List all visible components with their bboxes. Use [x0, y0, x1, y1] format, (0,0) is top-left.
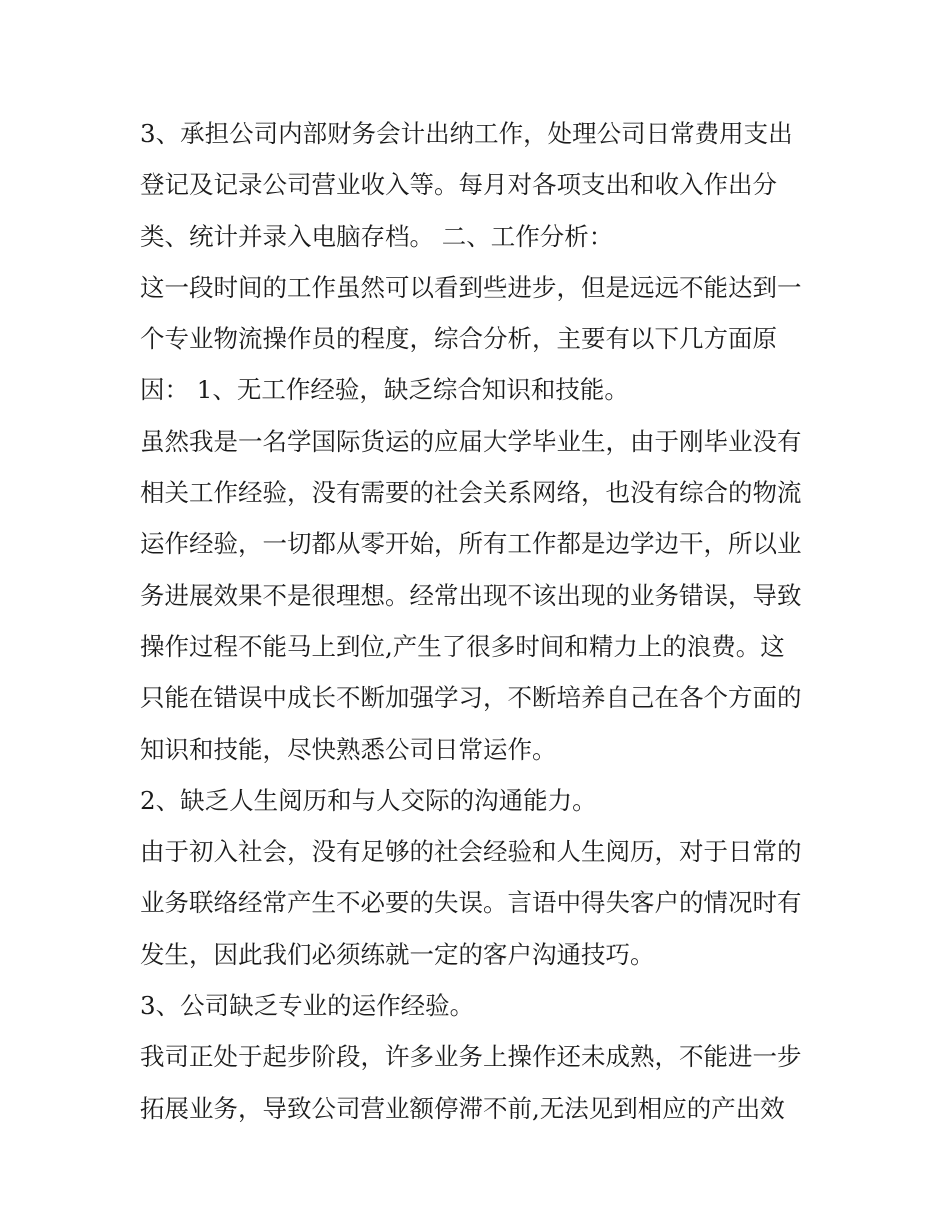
text-line: 这一段时间的工作虽然可以看到些进步，但是远远不能达到一	[140, 272, 802, 302]
text-line: 相关工作经验，没有需要的社会关系网络，也没有综合的物流	[140, 478, 802, 508]
text-line: 我司正处于起步阶段，许多业务上操作还未成熟，不能进一步	[140, 1042, 802, 1072]
text-line: 业务联络经常产生不必要的失误。言语中得失客户的情况时有	[140, 888, 802, 918]
text-line: 只能在错误中成长不断加强学习，不断培养自己在各个方面的	[140, 683, 802, 713]
text-line: 由于初入社会，没有足够的社会经验和人生阅历，对于日常的	[140, 837, 802, 867]
text-line: 3、承担公司内部财务会计出纳工作，处理公司日常费用支出	[140, 119, 793, 148]
text-line: 运作经验，一切都从零开始，所有工作都是边学边干，所以业	[140, 529, 802, 559]
text-line: 虽然我是一名学国际货运的应届大学毕业生，由于刚毕业没有	[140, 426, 802, 456]
text-line: 个专业物流操作员的程度，综合分析，主要有以下几方面原	[140, 324, 777, 354]
text-line: 知识和技能，尽快熟悉公司日常运作。	[140, 734, 557, 764]
text-line: 登记及记录公司营业收入等。每月对各项支出和收入作出分	[140, 170, 777, 200]
text-line: 因： 1、无工作经验，缺乏综合知识和技能。	[140, 375, 629, 405]
text-line: 3、公司缺乏专业的运作经验。	[140, 991, 475, 1021]
text-line: 2、缺乏人生阅历和与人交际的沟通能力。	[140, 785, 597, 815]
document-body	[140, 108, 820, 1134]
text-line: 类、统计并录入电脑存档。 二、工作分析：	[140, 221, 614, 251]
text-line: 拓展业务，导致公司营业额停滞不前,无法见到相应的产出效	[140, 1093, 785, 1123]
text-line: 操作过程不能马上到位,产生了很多时间和精力上的浪费。这	[140, 631, 785, 661]
text-line: 务进展效果不是很理想。经常出现不该出现的业务错误，导致	[140, 580, 802, 610]
text-line: 发生，因此我们必须练就一定的客户沟通技巧。	[140, 939, 655, 969]
